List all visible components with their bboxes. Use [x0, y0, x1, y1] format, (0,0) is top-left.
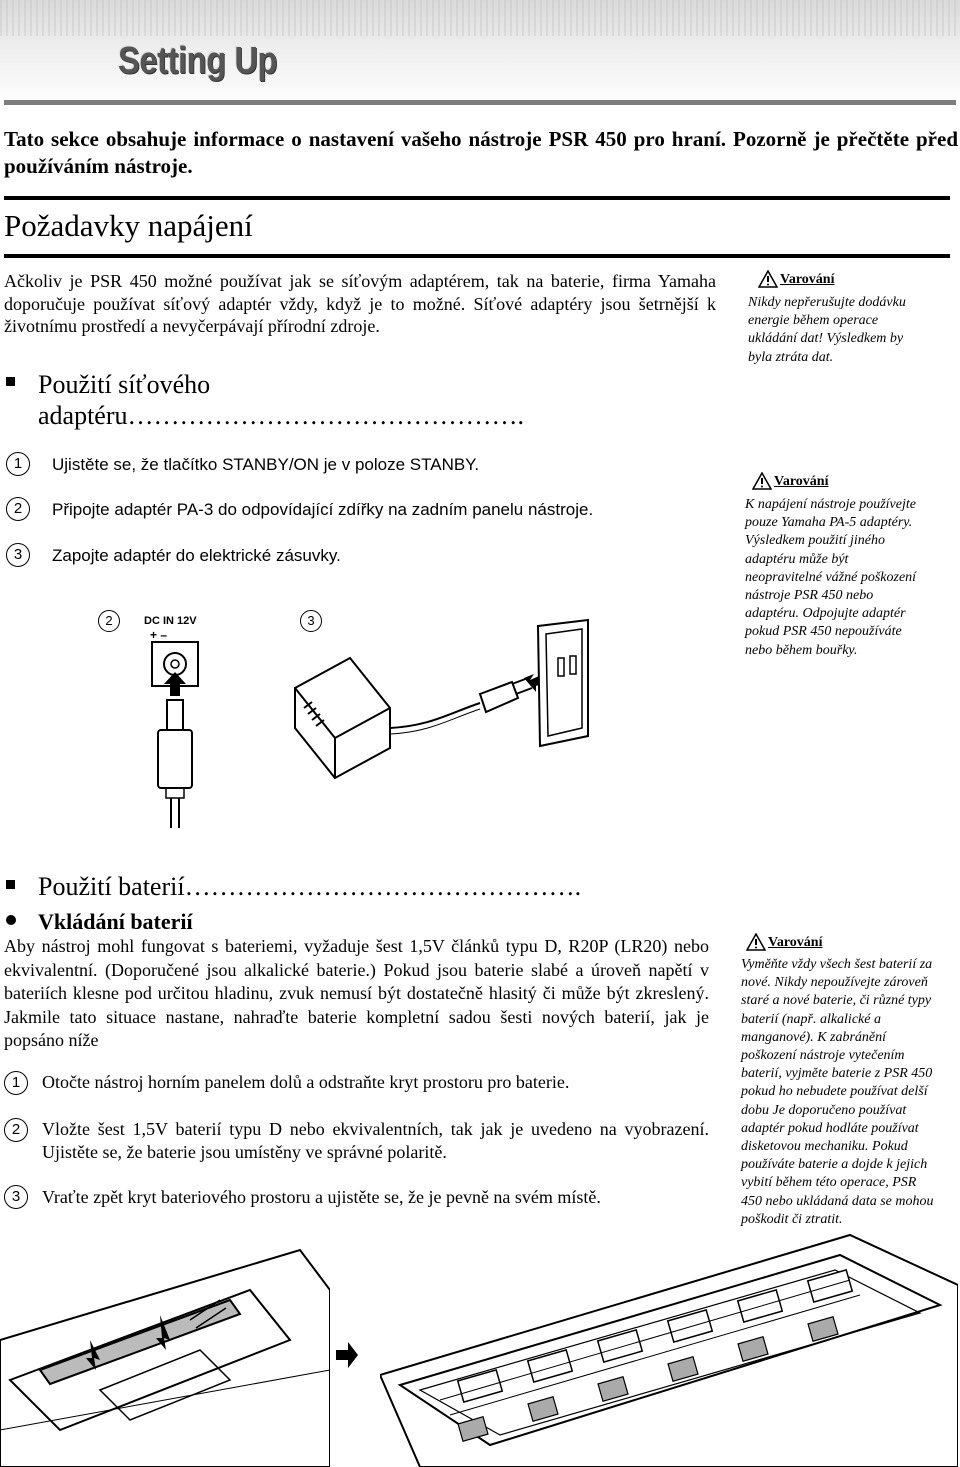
warning-triangle-icon: [758, 270, 778, 288]
dc-jack-label: DC IN 12V: [144, 615, 197, 627]
header-rule: [4, 100, 956, 105]
warning-title-text: Varování: [774, 474, 829, 489]
warning-triangle-icon: [746, 933, 766, 951]
battery-step-3: Vraťte zpět kryt bateriového prostoru a ujistěte se, že je pevně na svém místě.: [42, 1187, 601, 1207]
section-rule-top: [4, 196, 950, 200]
warning-title: [746, 933, 822, 951]
adapter-heading-line2: adaptéru……………………………………….: [38, 401, 525, 430]
warning-triangle-icon: [752, 472, 772, 490]
warning-text: Vyměňte vždy všech šest baterií za nové. Nikdy nepoužívejte zároveň staré a nové baterie, či různé typy baterií (např. alkalické a manganové). K zabránění poškození nástroje vytečením baterií, vyjměte baterie z PSR 450 pokud ho nebudete používat delší dobu Je doporučeno používat adaptér pokud hodláte používat disketovou mechaniku. Pokud používáte baterie a dojde k jejich vybití během této operace, PSR 450 nebo ukládaná data se mohou poškodit či ztratit.: [741, 957, 934, 1227]
step-number: 1: [6, 452, 30, 476]
dc-plug-illustration: [140, 640, 210, 830]
step-number: 2: [6, 497, 30, 521]
warning-title: [752, 472, 828, 490]
page-title: Setting Up: [118, 40, 278, 82]
section-heading-power: Požadavky napájení: [4, 208, 253, 243]
figure-callout-3: 3: [300, 610, 322, 632]
square-bullet-icon: [6, 377, 15, 386]
adapter-step-3: Zapojte adaptér do elektrické zásuvky.: [52, 546, 341, 565]
figure-callout-2: 2: [98, 610, 120, 632]
warning-title-text: Varování: [780, 272, 835, 287]
adapter-step-1: Ujistěte se, že tlačítko STANBY/ON je v poloze STANBY.: [52, 455, 480, 474]
square-bullet-icon: [6, 880, 15, 889]
batteries-heading: Použití baterií……………………………………….: [38, 872, 582, 901]
step-number: 3: [6, 543, 30, 567]
header-texture: [0, 0, 960, 36]
adapter-outlet-illustration: [290, 618, 590, 788]
step-number: 1: [4, 1071, 28, 1095]
section-rule-bottom: [4, 254, 950, 258]
power-text: Ačkoliv je PSR 450 možné používat jak se síťovým adaptérem, tak na baterie, firma Yamaha doporučuje používat síťový adaptér vždy, když je to možné. Síťové adaptéry jsou šetrnější k životnímu prostředí a nevyčerpávají přírodní zdroje.: [4, 271, 716, 336]
battery-cover-illustration: [0, 1230, 330, 1467]
round-bullet-icon: [6, 915, 16, 925]
arrow-right-icon: [336, 1342, 358, 1368]
step-number: 2: [4, 1118, 28, 1142]
dc-jack-polarity: + –: [150, 628, 168, 642]
warning-title-text: Varování: [768, 935, 823, 950]
battery-step-2: Vložte šest 1,5V baterií typu D nebo ekvivalentních, tak jak je uvedeno na vyobrazení. Ujistěte se, že baterie jsou umístěny ve správné polaritě.: [42, 1119, 709, 1162]
adapter-heading-line1: Použití síťového: [38, 370, 211, 399]
battery-compartment-illustration: [380, 1225, 958, 1467]
batteries-subheading: Vkládání baterií: [38, 909, 193, 934]
battery-step-1: Otočte nástroj horním panelem dolů a odstraňte kryt prostoru pro baterie.: [42, 1072, 570, 1092]
batteries-text: Aby nástroj mohl fungovat s bateriemi, vyžaduje šest 1,5V článků typu D, R20P (LR20) nebo ekvivalentní. (Doporučené jsou alkalické baterie.) Pokud jsou baterie slabé a úroveň napětí v bateriích klesne pod určitou hladinu, zvuk nemusí být dostatečně hlasitý či může být zkreslený. Jakmile tato situace nastane, nahraďte baterie kompletní sadou šesti nových baterií, jak je popsáno níže: [4, 936, 709, 1050]
warning-text: K napájení nástroje používejte pouze Yamaha PA-5 adaptéry. Výsledkem použití jiného adaptéru může být neopravitelné vážné poškození nástroje PSR 450 nebo adaptéru. Odpojujte adaptér pokud PSR 450 nepoužíváte nebo během bouřky.: [745, 497, 917, 658]
warning-text: Nikdy nepřerušujte dodávku energie během operace ukládání dat! Výsledkem by byla ztráta dat.: [748, 295, 906, 365]
intro-text: Tato sekce obsahuje informace o nastavení vašeho nástroje PSR 450 pro hraní. Pozorně je přečtěte před používáním nástroje.: [4, 127, 958, 178]
step-number: 3: [4, 1185, 28, 1209]
warning-title: [758, 270, 834, 288]
adapter-step-2: Připojte adaptér PA-3 do odpovídající zdířky na zadním panelu nástroje.: [52, 500, 594, 519]
